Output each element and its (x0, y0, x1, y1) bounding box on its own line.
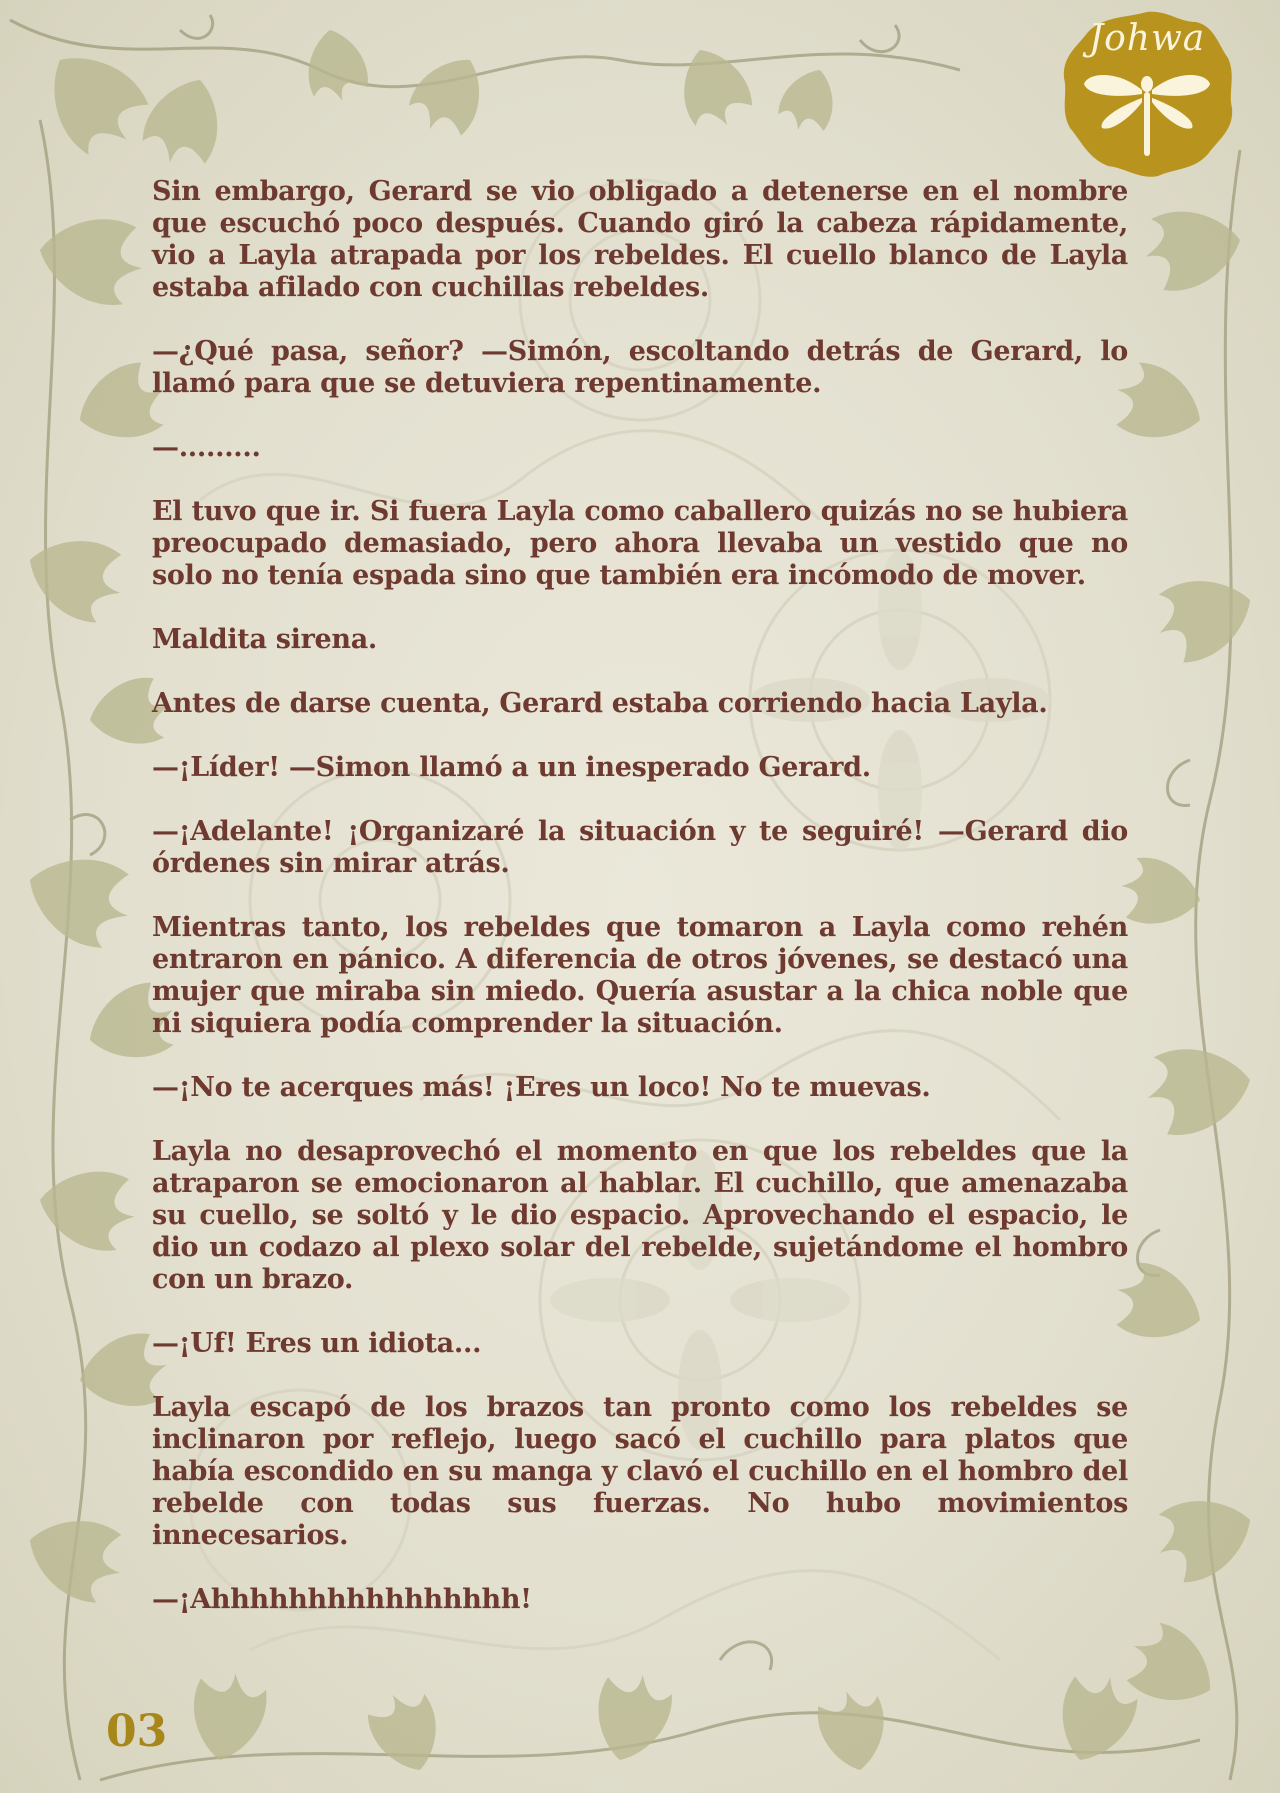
paragraph: Maldita sirena. (152, 624, 378, 655)
paragraph: —......... (152, 432, 261, 463)
paragraph: —¿Qué pasa, señor? —Simón, escoltando detrás de Gerard, lo llamó para que se detuviera repentinamente. (152, 336, 1128, 399)
paragraph: Layla no desaprovechó el momento en que los rebeldes que la atraparon se emocionaron al hablar. El cuchillo, que amenazaba su cuello, se soltó y le dio espacio. Aprovechando el espacio, le dio un codazo al plexo solar del rebelde, sujetándome el hombro con un brazo. (152, 1136, 1128, 1295)
paragraph: Mientras tanto, los rebeldes que tomaron a Layla como rehén entraron en pánico. A diferencia de otros jóvenes, se destacó una mujer que miraba sin miedo. Quería asustar a la chica noble que ni siquiera podía comprender la situación. (152, 912, 1128, 1039)
paragraph: El tuvo que ir. Si fuera Layla como caballero quizás no se hubiera preocupado demasiado, pero ahora llevaba un vestido que no solo no tenía espada sino que también era incómodo de mover. (152, 496, 1128, 591)
johwa-logo (1058, 8, 1236, 180)
paragraph: Antes de darse cuenta, Gerard estaba corriendo hacia Layla. (152, 688, 1048, 719)
story-text (152, 176, 1128, 1648)
paragraph: —¡No te acerques más! ¡Eres un loco! No te muevas. (152, 1072, 931, 1103)
paragraph: Sin embargo, Gerard se vio obligado a detenerse en el nombre que escuchó poco después. Cuando giró la cabeza rápidamente, vio a Layla atrapada por los rebeldes. El cuello blanco de Layla estaba afilado con cuchillas rebeldes. (152, 176, 1128, 303)
paragraph: —¡Uf! Eres un idiota... (152, 1328, 482, 1359)
paragraph: Layla escapó de los brazos tan pronto como los rebeldes se inclinaron por reflejo, luego sacó el cuchillo para platos que había escondido en su manga y clavó el cuchillo en el hombro del rebelde con todas sus fuerzas. No hubo movimientos innecesarios. (152, 1392, 1128, 1551)
paragraph: —¡Ahhhhhhhhhhhhhhhh! (152, 1584, 532, 1615)
page-number: 03 (106, 1706, 168, 1757)
paragraph: —¡Adelante! ¡Organizaré la situación y te seguiré! —Gerard dio órdenes sin mirar atrás. (152, 816, 1128, 879)
paragraph: —¡Líder! —Simon llamó a un inesperado Gerard. (152, 752, 871, 783)
logo-text: Johwa (1088, 18, 1206, 59)
